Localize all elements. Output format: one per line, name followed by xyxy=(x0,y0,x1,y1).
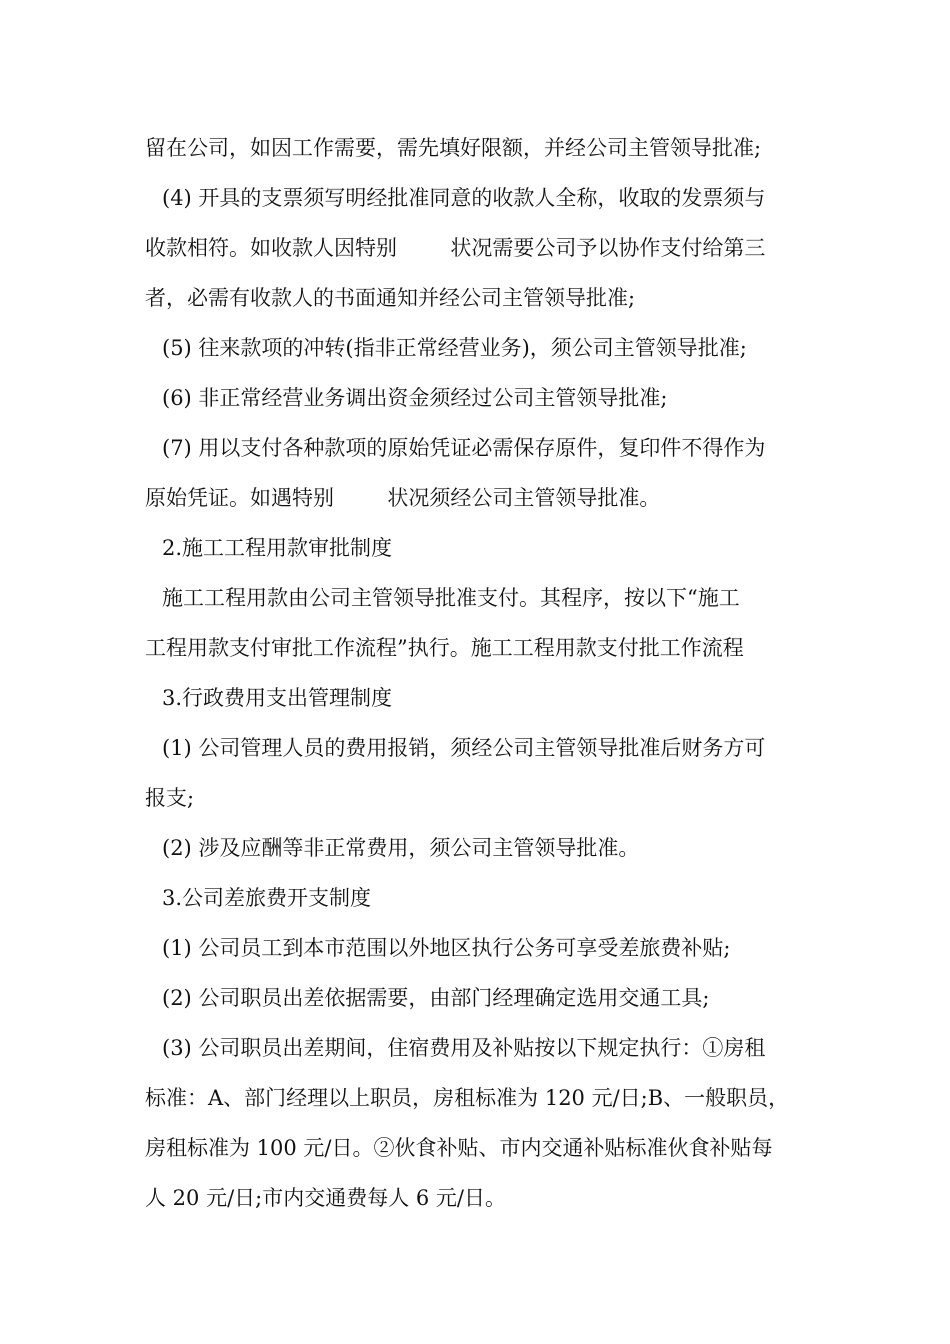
text-line: 工程用款支付审批工作流程”执行。施工工程用款支付批工作流程 xyxy=(145,636,744,660)
text-line: 人 20 元/日;市内交通费每人 6 元/日。 xyxy=(145,1186,507,1210)
text-line: 施工工程用款由公司主管领导批准支付。其程序，按以下“施工 xyxy=(162,586,740,610)
text-line: (1) 公司员工到本市范围以外地区执行公务可享受差旅费补贴; xyxy=(162,936,731,960)
section-heading: 3.公司差旅费开支制度 xyxy=(162,886,372,910)
section-heading: 2.施工工程用款审批制度 xyxy=(162,536,393,560)
text-line: 收款相符。如收款人因特别 状况需要公司予以协作支付给第三 xyxy=(145,236,766,260)
section-heading: 3.行政费用支出管理制度 xyxy=(162,686,393,710)
text-line: 者，必需有收款人的书面通知并经公司主管领导批准; xyxy=(145,286,636,310)
text-line: 标准：A、部门经理以上职员，房租标准为 120 元/日;B、一般职员， xyxy=(145,1086,790,1110)
text-line: (3) 公司职员出差期间，住宿费用及补贴按以下规定执行：①房租 xyxy=(162,1036,766,1060)
text-line: (1) 公司管理人员的费用报销，须经公司主管领导批准后财务方可 xyxy=(162,736,766,760)
text-line: 报支; xyxy=(145,786,195,810)
text-line: (5) 往来款项的冲转(指非正常经营业务)，须公司主管领导批准; xyxy=(162,336,747,360)
text-line: 房租标准为 100 元/日。②伙食补贴、市内交通补贴标准伙食补贴每 xyxy=(145,1136,773,1160)
text-line: (4) 开具的支票须写明经批准同意的收款人全称，收取的发票须与 xyxy=(162,186,766,210)
text-line: (2) 涉及应酬等非正常费用，须公司主管领导批准。 xyxy=(162,836,640,860)
text-line: (2) 公司职员出差依据需要，由部门经理确定选用交通工具; xyxy=(162,986,710,1010)
text-line: (7) 用以支付各种款项的原始凭证必需保存原件，复印件不得作为 xyxy=(162,436,766,460)
text-line: 留在公司，如因工作需要，需先填好限额，并经公司主管领导批准; xyxy=(145,136,762,160)
text-line: 原始凭证。如遇特别 状况须经公司主管领导批准。 xyxy=(145,486,661,510)
text-line: (6) 非正常经营业务调出资金须经过公司主管领导批准; xyxy=(162,386,668,410)
